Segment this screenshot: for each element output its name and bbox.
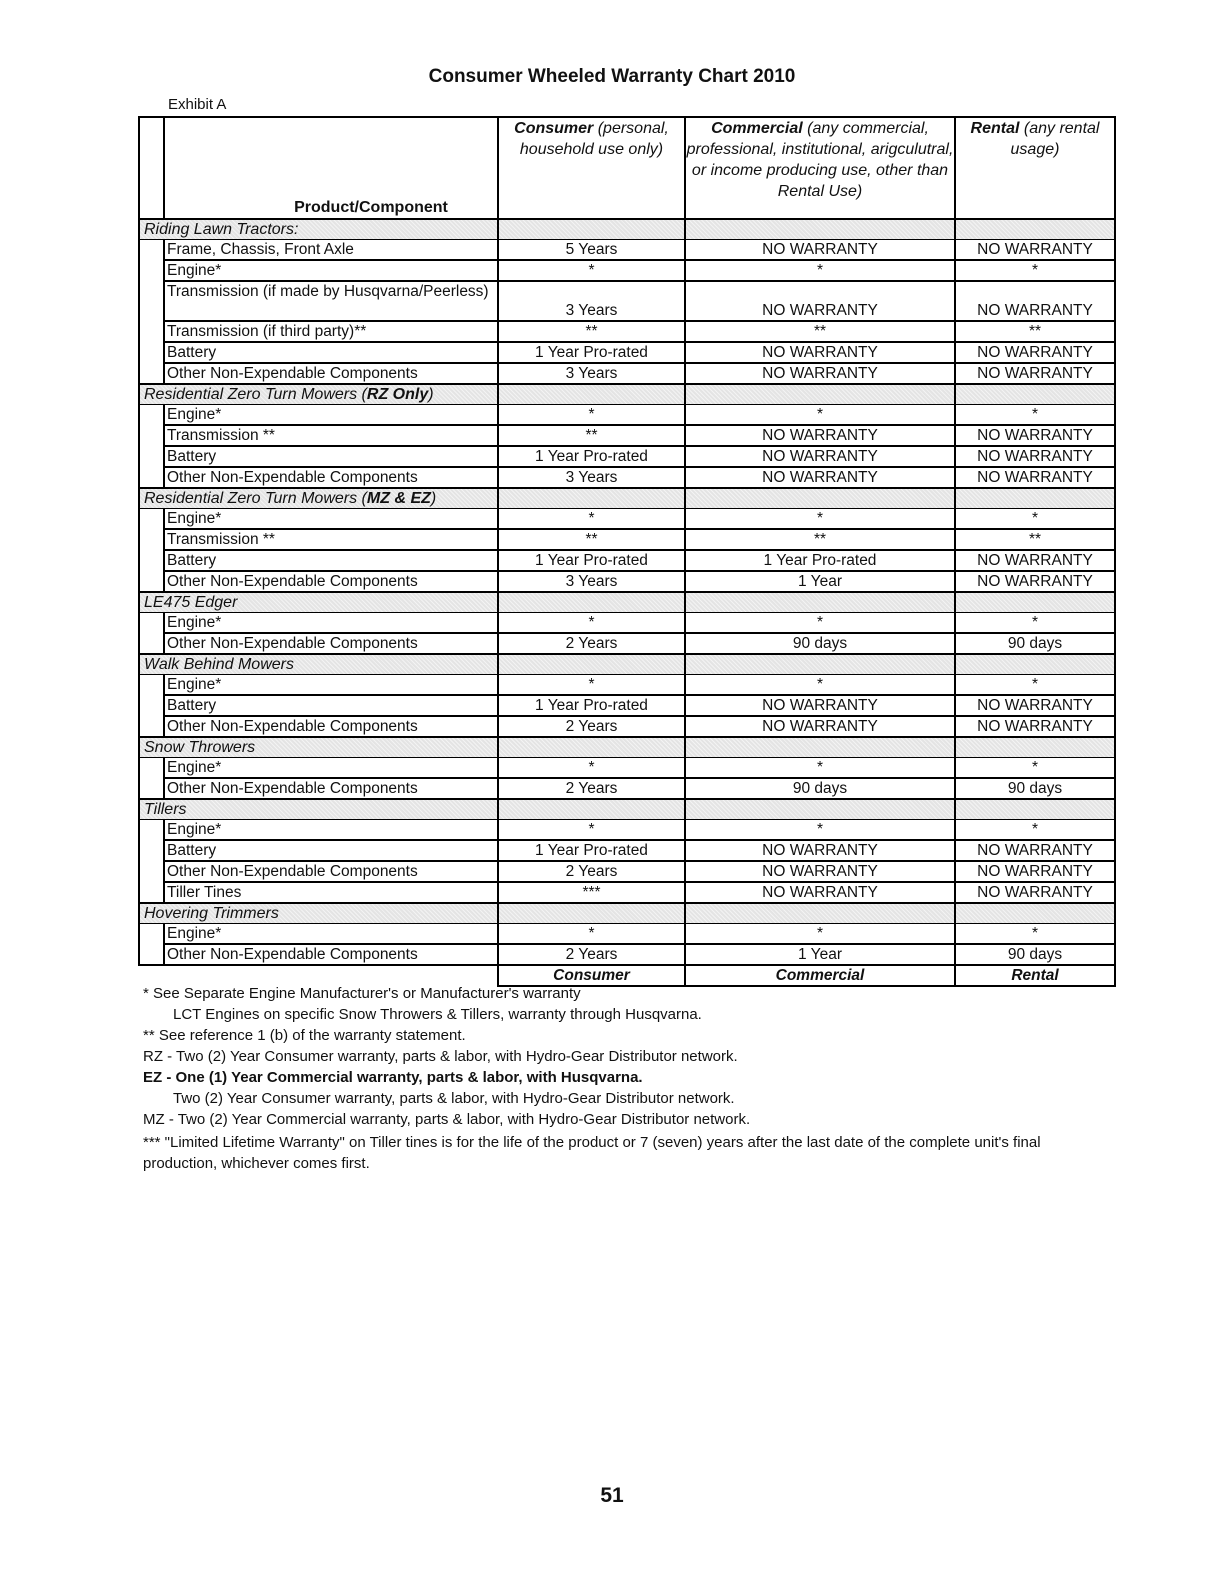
component-cell: Other Non-Expendable Components — [164, 778, 498, 799]
table-row — [139, 529, 1115, 550]
commercial-cell: ** — [685, 529, 955, 550]
commercial-cell: NO WARRANTY — [685, 861, 955, 882]
rental-cell: NO WARRANTY — [955, 695, 1115, 716]
indent-cell — [139, 840, 164, 861]
rental-cell: * — [955, 758, 1115, 779]
indent-cell — [139, 321, 164, 342]
consumer-cell: *** — [498, 882, 685, 903]
table-row — [139, 820, 1115, 841]
component-cell: Other Non-Expendable Components — [164, 571, 498, 592]
commercial-cell: * — [685, 675, 955, 696]
rental-cell: NO WARRANTY — [955, 240, 1115, 261]
table-row — [139, 716, 1115, 737]
category-row — [139, 592, 1115, 613]
indent-cell — [139, 675, 164, 696]
table-row — [139, 944, 1115, 965]
note-tiller-tines: *** "Limited Lifetime Warranty" on Tiller tines is for the life of the product or 7 (seven) years after the last date of the complete unit's final production, whichever comes first. — [143, 1134, 1041, 1172]
commercial-cell: NO WARRANTY — [685, 363, 955, 384]
consumer-cell: 2 Years — [498, 944, 685, 965]
table-row — [139, 342, 1115, 363]
indent-cell — [139, 405, 164, 426]
indent-cell — [139, 882, 164, 903]
component-cell: Other Non-Expendable Components — [164, 363, 498, 384]
component-cell: Engine* — [164, 820, 498, 841]
category-row — [139, 903, 1115, 924]
category-commercial-cell — [685, 737, 955, 758]
consumer-cell: 1 Year Pro-rated — [498, 840, 685, 861]
rental-cell: ** — [955, 321, 1115, 342]
category-name: Residential Zero Turn Mowers (RZ Only) — [139, 384, 498, 405]
component-cell: Other Non-Expendable Components — [164, 716, 498, 737]
category-name: Residential Zero Turn Mowers (MZ & EZ) — [139, 488, 498, 509]
table-row — [139, 260, 1115, 281]
rental-cell: NO WARRANTY — [955, 342, 1115, 363]
category-consumer-cell — [498, 654, 685, 675]
indent-cell — [139, 571, 164, 592]
indent-cell — [139, 758, 164, 779]
rental-cell: 90 days — [955, 778, 1115, 799]
table-row — [139, 550, 1115, 571]
component-cell: Engine* — [164, 509, 498, 530]
rental-cell: * — [955, 509, 1115, 530]
commercial-cell: * — [685, 405, 955, 426]
category-rental-cell — [955, 654, 1115, 675]
commercial-cell: NO WARRANTY — [685, 467, 955, 488]
category-name: Hovering Trimmers — [139, 903, 498, 924]
consumer-cell: 1 Year Pro-rated — [498, 342, 685, 363]
note-ez: EZ - One (1) Year Commercial warranty, parts & labor, with Husqvarna. — [143, 1069, 643, 1086]
indent-cell — [139, 633, 164, 654]
rental-cell: NO WARRANTY — [955, 425, 1115, 446]
rental-cell: NO WARRANTY — [955, 716, 1115, 737]
consumer-cell: 3 Years — [498, 571, 685, 592]
note-reference: ** See reference 1 (b) of the warranty statement. — [143, 1027, 466, 1044]
consumer-cell: * — [498, 820, 685, 841]
component-cell: Engine* — [164, 613, 498, 634]
table-row — [139, 861, 1115, 882]
consumer-cell: 2 Years — [498, 778, 685, 799]
indent-cell — [139, 924, 164, 945]
consumer-cell: * — [498, 613, 685, 634]
category-rental-cell — [955, 592, 1115, 613]
indent-cell — [139, 778, 164, 799]
rental-cell: NO WARRANTY — [955, 446, 1115, 467]
table-row — [139, 840, 1115, 861]
consumer-header: Consumer (personal, household use only) — [498, 117, 685, 219]
commercial-cell: NO WARRANTY — [685, 342, 955, 363]
indent-cell — [139, 446, 164, 467]
page-title: Consumer Wheeled Warranty Chart 2010 — [428, 66, 796, 87]
note-engine: * See Separate Engine Manufacturer's or Manufacturer's warranty — [143, 985, 581, 1002]
indent-cell — [139, 342, 164, 363]
commercial-cell: * — [685, 924, 955, 945]
table-row — [139, 425, 1115, 446]
product-component-header: Product/Component — [164, 117, 498, 219]
table-row — [139, 882, 1115, 903]
rental-cell: NO WARRANTY — [955, 550, 1115, 571]
category-rental-cell — [955, 737, 1115, 758]
consumer-cell: * — [498, 675, 685, 696]
category-rental-cell — [955, 799, 1115, 820]
rental-cell: * — [955, 260, 1115, 281]
category-consumer-cell — [498, 219, 685, 240]
table-row — [139, 446, 1115, 467]
component-cell: Battery — [164, 840, 498, 861]
commercial-cell: 90 days — [685, 778, 955, 799]
commercial-cell: NO WARRANTY — [685, 425, 955, 446]
indent-cell — [139, 716, 164, 737]
commercial-cell: NO WARRANTY — [685, 840, 955, 861]
component-cell: Battery — [164, 550, 498, 571]
note-mz: MZ - Two (2) Year Commercial warranty, parts & labor, with Hydro-Gear Distributor network. — [143, 1111, 751, 1128]
component-cell: Battery — [164, 342, 498, 363]
commercial-cell: * — [685, 509, 955, 530]
component-cell: Other Non-Expendable Components — [164, 944, 498, 965]
table-row — [139, 924, 1115, 945]
component-cell: Engine* — [164, 675, 498, 696]
category-commercial-cell — [685, 654, 955, 675]
component-cell: Battery — [164, 446, 498, 467]
table-row — [139, 758, 1115, 779]
indent-cell — [139, 363, 164, 384]
table-row — [139, 778, 1115, 799]
category-name: LE475 Edger — [139, 592, 498, 613]
commercial-cell: NO WARRANTY — [685, 882, 955, 903]
component-cell: Frame, Chassis, Front Axle — [164, 240, 498, 261]
category-commercial-cell — [685, 488, 955, 509]
rental-cell: NO WARRANTY — [955, 861, 1115, 882]
consumer-cell: * — [498, 758, 685, 779]
rental-cell: * — [955, 405, 1115, 426]
category-commercial-cell — [685, 384, 955, 405]
component-cell: Engine* — [164, 924, 498, 945]
table-row — [139, 695, 1115, 716]
category-consumer-cell — [498, 592, 685, 613]
category-rental-cell — [955, 219, 1115, 240]
category-name: Snow Throwers — [139, 737, 498, 758]
category-commercial-cell — [685, 592, 955, 613]
component-cell: Transmission ** — [164, 425, 498, 446]
category-name: Walk Behind Mowers — [139, 654, 498, 675]
indent-cell — [139, 550, 164, 571]
table-header-row — [139, 117, 1115, 219]
commercial-cell: NO WARRANTY — [685, 240, 955, 261]
table-row — [139, 675, 1115, 696]
rental-cell: * — [955, 820, 1115, 841]
indent-cell — [139, 944, 164, 965]
footer-commercial-label: Commercial — [685, 965, 955, 986]
commercial-cell: 1 Year — [685, 571, 955, 592]
indent-cell — [139, 425, 164, 446]
consumer-cell: 3 Years — [498, 363, 685, 384]
category-row — [139, 799, 1115, 820]
component-cell: Other Non-Expendable Components — [164, 633, 498, 654]
page-number: 51 — [600, 1484, 624, 1507]
category-row — [139, 737, 1115, 758]
commercial-cell: 90 days — [685, 633, 955, 654]
rental-cell: 90 days — [955, 944, 1115, 965]
category-consumer-cell — [498, 903, 685, 924]
consumer-cell: ** — [498, 425, 685, 446]
rental-cell: * — [955, 675, 1115, 696]
consumer-cell: 3 Years — [498, 281, 685, 321]
table-row — [139, 321, 1115, 342]
component-cell: Battery — [164, 695, 498, 716]
category-consumer-cell — [498, 488, 685, 509]
category-consumer-cell — [498, 799, 685, 820]
consumer-cell: ** — [498, 321, 685, 342]
consumer-cell: 3 Years — [498, 467, 685, 488]
commercial-header: Commercial (any commercial, professional, institutional, arigculutral, or income producing use, other than Rental Use) — [685, 117, 955, 219]
rental-header: Rental (any rental usage) — [955, 117, 1115, 219]
note-ez-consumer: Two (2) Year Consumer warranty, parts & labor, with Hydro-Gear Distributor network. — [173, 1090, 735, 1107]
rental-cell: * — [955, 613, 1115, 634]
category-name: Tillers — [139, 799, 498, 820]
rental-cell: NO WARRANTY — [955, 571, 1115, 592]
category-row — [139, 488, 1115, 509]
category-commercial-cell — [685, 219, 955, 240]
commercial-cell: ** — [685, 321, 955, 342]
rental-cell: NO WARRANTY — [955, 882, 1115, 903]
indent-cell — [139, 695, 164, 716]
footer-consumer-label: Consumer — [498, 965, 685, 986]
table-row — [139, 613, 1115, 634]
table-row — [139, 240, 1115, 261]
indent-cell — [139, 240, 164, 261]
table-row — [139, 571, 1115, 592]
rental-cell: NO WARRANTY — [955, 467, 1115, 488]
consumer-cell: 1 Year Pro-rated — [498, 550, 685, 571]
table-row — [139, 509, 1115, 530]
commercial-cell: NO WARRANTY — [685, 446, 955, 467]
component-cell: Engine* — [164, 260, 498, 281]
category-row — [139, 219, 1115, 240]
component-cell: Transmission ** — [164, 529, 498, 550]
consumer-cell: * — [498, 260, 685, 281]
consumer-cell: 1 Year Pro-rated — [498, 695, 685, 716]
rental-cell: ** — [955, 529, 1115, 550]
commercial-cell: * — [685, 260, 955, 281]
consumer-cell: * — [498, 924, 685, 945]
consumer-cell: 2 Years — [498, 861, 685, 882]
consumer-cell: * — [498, 405, 685, 426]
category-row — [139, 654, 1115, 675]
consumer-cell: 5 Years — [498, 240, 685, 261]
note-lct-engines: LCT Engines on specific Snow Throwers & Tillers, warranty through Husqvarna. — [173, 1006, 702, 1023]
table-row — [139, 363, 1115, 384]
warranty-table — [138, 116, 1116, 987]
indent-cell — [139, 281, 164, 321]
rental-cell: NO WARRANTY — [955, 840, 1115, 861]
component-cell: Engine* — [164, 758, 498, 779]
rental-cell: NO WARRANTY — [955, 281, 1115, 321]
commercial-cell: NO WARRANTY — [685, 695, 955, 716]
rental-cell: 90 days — [955, 633, 1115, 654]
consumer-cell: 1 Year Pro-rated — [498, 446, 685, 467]
commercial-cell: * — [685, 758, 955, 779]
exhibit-label: Exhibit A — [168, 96, 227, 113]
component-cell: Other Non-Expendable Components — [164, 467, 498, 488]
indent-cell — [139, 467, 164, 488]
commercial-cell: * — [685, 613, 955, 634]
category-rental-cell — [955, 488, 1115, 509]
indent-cell — [139, 260, 164, 281]
indent-cell — [139, 820, 164, 841]
footer-rental-label: Rental — [955, 965, 1115, 986]
category-rental-cell — [955, 903, 1115, 924]
category-consumer-cell — [498, 384, 685, 405]
table-row — [139, 405, 1115, 426]
category-consumer-cell — [498, 737, 685, 758]
commercial-cell: * — [685, 820, 955, 841]
indent-cell — [139, 529, 164, 550]
indent-cell — [139, 861, 164, 882]
component-cell: Transmission (if made by Husqvarna/Peerless) — [164, 281, 498, 321]
indent-cell — [139, 509, 164, 530]
table-row — [139, 467, 1115, 488]
commercial-cell: NO WARRANTY — [685, 281, 955, 321]
component-cell: Engine* — [164, 405, 498, 426]
category-name: Riding Lawn Tractors: — [139, 219, 498, 240]
rental-cell: * — [955, 924, 1115, 945]
commercial-cell: 1 Year — [685, 944, 955, 965]
indent-cell — [139, 613, 164, 634]
consumer-cell: ** — [498, 529, 685, 550]
component-cell: Transmission (if third party)** — [164, 321, 498, 342]
note-rz: RZ - Two (2) Year Consumer warranty, parts & labor, with Hydro-Gear Distributor network. — [143, 1048, 738, 1065]
consumer-cell: 2 Years — [498, 633, 685, 654]
category-commercial-cell — [685, 903, 955, 924]
footnotes — [143, 983, 1103, 1174]
category-row — [139, 384, 1115, 405]
component-cell: Other Non-Expendable Components — [164, 861, 498, 882]
table-row — [139, 633, 1115, 654]
table-row — [139, 281, 1115, 321]
commercial-cell: 1 Year Pro-rated — [685, 550, 955, 571]
consumer-cell: * — [498, 509, 685, 530]
component-cell: Tiller Tines — [164, 882, 498, 903]
consumer-cell: 2 Years — [498, 716, 685, 737]
commercial-cell: NO WARRANTY — [685, 716, 955, 737]
category-rental-cell — [955, 384, 1115, 405]
rental-cell: NO WARRANTY — [955, 363, 1115, 384]
category-commercial-cell — [685, 799, 955, 820]
